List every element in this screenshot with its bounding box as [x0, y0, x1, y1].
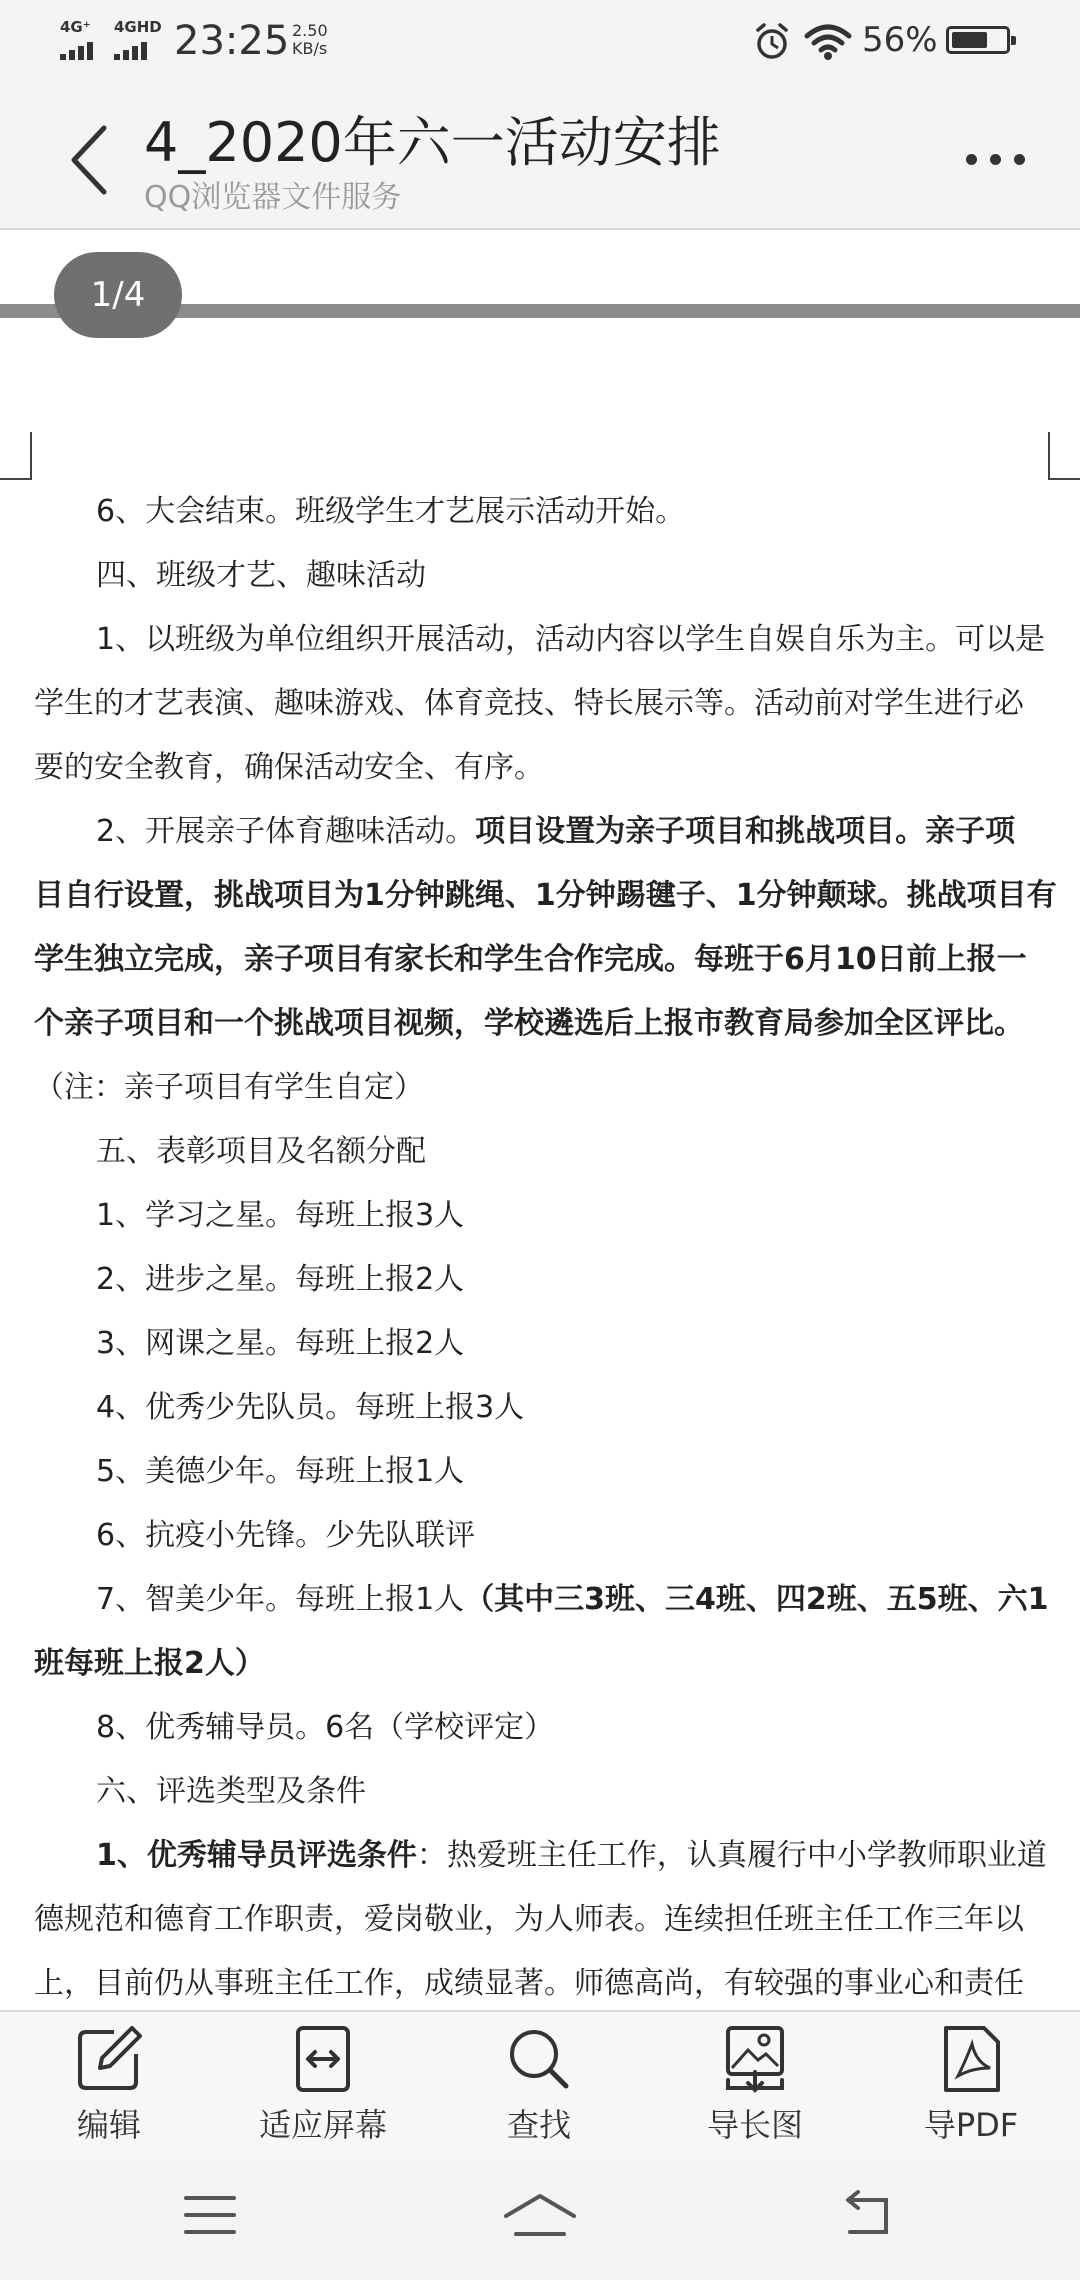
text-line: [34, 1004, 1024, 1044]
document-viewer[interactable]: [0, 230, 1080, 2010]
list-item: 8、优秀辅导员。6名（学校评定）: [96, 1710, 555, 1745]
text-line: [34, 940, 1027, 980]
list-item: 4、优秀少先队员。每班上报3人: [96, 1390, 525, 1425]
text-line: 学生的才艺表演、趣味游戏、体育竞技、特长展示等。活动前对学生进行必: [34, 686, 1024, 721]
network-speed-value: 2.50: [292, 21, 328, 40]
back-icon[interactable]: [836, 2190, 896, 2240]
list-item: 1、学习之星。每班上报3人: [96, 1198, 465, 1233]
text-line: 德规范和德育工作职责，爱岗敬业，为人师表。连续担任班主任工作三年以: [34, 1902, 1024, 1937]
text-line: 1、以班级为单位组织开展活动，活动内容以学生自娱自乐为主。可以是: [96, 622, 1046, 657]
section-heading: 四、班级才艺、趣味活动: [96, 558, 426, 593]
text-segment: 2、开展亲子体育趣味活动。: [96, 814, 476, 849]
title-bar: [0, 80, 1080, 230]
bold-text-segment: 个亲子项目和一个挑战项目视频，学校遴选后上报市教育局参加全区评比。: [34, 1006, 1024, 1041]
bold-text-segment: 目自行设置，挑战项目为1分钟跳绳、1分钟踢毽子、1分钟颠球。挑战项目有: [34, 878, 1057, 913]
long-image-label: 导长图: [706, 2106, 803, 2144]
text-line: [34, 876, 1057, 916]
sim2-network-label: 4GHD: [114, 18, 162, 36]
page-corner-mark-left: [0, 432, 32, 480]
export-pdf-label: 导PDF: [923, 2106, 1019, 2144]
bold-text-segment: 学生独立完成，亲子项目有家长和学生合作完成。每班于6月10日前上报一: [34, 942, 1027, 977]
home-icon[interactable]: [500, 2190, 580, 2240]
find-button[interactable]: [444, 2024, 634, 2154]
edit-icon: [74, 2024, 144, 2094]
list-item: 2、进步之星。每班上报2人: [96, 1262, 465, 1297]
battery-icon: [946, 26, 1010, 54]
document-source: QQ浏览器文件服务: [144, 180, 402, 215]
network-speed-unit: KB/s: [292, 39, 328, 58]
long-image-button[interactable]: [660, 2024, 850, 2154]
text-line: [96, 812, 1015, 852]
menu-icon[interactable]: [180, 2190, 240, 2240]
list-item: [96, 1580, 1049, 1620]
list-item: 6、抗疫小先锋。少先队联评: [96, 1518, 476, 1553]
bold-text-segment: 班每班上报2人）: [34, 1646, 265, 1681]
alarm-icon: [752, 22, 792, 62]
clock: 23:25: [174, 18, 290, 64]
text-line: [34, 1644, 265, 1684]
battery-percentage: 56%: [862, 20, 938, 60]
list-item: 3、网课之星。每班上报2人: [96, 1326, 465, 1361]
system-navigation-bar: [0, 2160, 1080, 2280]
document-title: 4_2020年六一活动安排: [144, 111, 721, 174]
edit-label: 编辑: [76, 2106, 141, 2144]
bold-text-segment: （其中三3班、三4班、四2班、五5班、六1: [464, 1582, 1049, 1617]
section-heading: 五、表彰项目及名额分配: [96, 1134, 426, 1169]
sim1-network-label: 4G⁺: [60, 18, 91, 36]
long-image-icon: [720, 2024, 790, 2094]
status-bar: [0, 0, 1080, 80]
section-heading: 六、评选类型及条件: [96, 1774, 366, 1809]
text-line: 6、大会结束。班级学生才艺展示活动开始。: [96, 494, 686, 529]
bold-text-segment: 1、优秀辅导员评选条件: [96, 1838, 417, 1873]
bold-text-segment: 项目设置为亲子项目和挑战项目。亲子项: [475, 814, 1016, 849]
fit-screen-label: 适应屏幕: [258, 2106, 387, 2144]
search-icon: [504, 2024, 574, 2094]
page-corner-mark-right: [1048, 432, 1080, 480]
fit-screen-button[interactable]: [228, 2024, 418, 2154]
export-pdf-button[interactable]: [876, 2024, 1066, 2154]
text-line: [96, 1836, 1047, 1876]
more-options-icon[interactable]: [960, 140, 1040, 180]
text-segment: 7、智美少年。每班上报1人: [96, 1582, 465, 1617]
network-speed: [292, 22, 328, 58]
wifi-icon: [804, 22, 852, 62]
text-line: （注：亲子项目有学生自定）: [34, 1070, 424, 1105]
page-indicator: 1/4: [54, 252, 182, 338]
text-line: 要的安全教育，确保活动安全、有序。: [34, 750, 544, 785]
back-arrow-icon[interactable]: [62, 120, 122, 200]
text-segment: ：热爱班主任工作，认真履行中小学教师职业道: [416, 1838, 1047, 1873]
text-line: 上，目前仍从事班主任工作，成绩显著。师德高尚，有较强的事业心和责任: [34, 1966, 1024, 2001]
edit-button[interactable]: [14, 2024, 204, 2154]
bottom-toolbar: [0, 2010, 1080, 2162]
fit-screen-icon: [288, 2024, 358, 2094]
pdf-icon: [936, 2024, 1006, 2094]
list-item: 5、美德少年。每班上报1人: [96, 1454, 465, 1489]
find-label: 查找: [506, 2106, 571, 2144]
